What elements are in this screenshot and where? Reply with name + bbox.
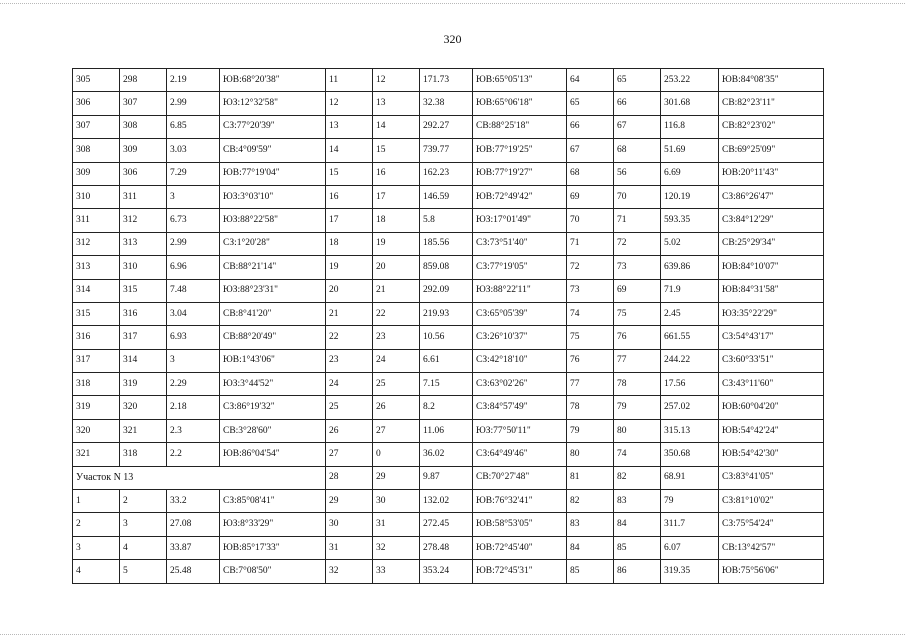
distance-cell: 2.2 — [167, 443, 220, 466]
bearing-cell: ЮВ:72°45'40" — [473, 536, 567, 559]
from-point-cell: 85 — [567, 560, 614, 583]
from-point-cell: 318 — [73, 373, 120, 396]
bearing-cell: СЗ:42°18'10" — [473, 349, 567, 372]
from-point-cell: 80 — [567, 443, 614, 466]
table-row — [73, 560, 824, 583]
distance-cell: 272.45 — [420, 513, 473, 536]
bearing-cell: СЗ:54°43'17" — [719, 326, 824, 349]
to-point-cell: 65 — [614, 69, 661, 92]
to-point-cell: 16 — [373, 162, 420, 185]
from-point-cell: 75 — [567, 326, 614, 349]
from-point-cell: 65 — [567, 92, 614, 115]
distance-cell: 253.22 — [661, 69, 719, 92]
distance-cell: 301.68 — [661, 92, 719, 115]
to-point-cell: 3 — [120, 513, 167, 536]
to-point-cell: 311 — [120, 185, 167, 208]
bearing-cell: ЮВ:65°05'13" — [473, 69, 567, 92]
distance-cell: 6.61 — [420, 349, 473, 372]
distance-cell: 219.93 — [420, 302, 473, 325]
distance-cell: 2.45 — [661, 302, 719, 325]
table-row — [73, 443, 824, 466]
distance-cell: 27.08 — [167, 513, 220, 536]
bearing-cell: ЮВ:84°08'35" — [719, 69, 824, 92]
bearing-cell: СВ:25°29'34" — [719, 232, 824, 255]
to-point-cell: 78 — [614, 373, 661, 396]
to-point-cell: 32 — [373, 536, 420, 559]
from-point-cell: 84 — [567, 536, 614, 559]
to-point-cell: 320 — [120, 396, 167, 419]
from-point-cell: 29 — [326, 490, 373, 513]
from-point-cell: 314 — [73, 279, 120, 302]
to-point-cell: 80 — [614, 419, 661, 442]
table-row — [73, 536, 824, 559]
to-point-cell: 33 — [373, 560, 420, 583]
from-point-cell: 307 — [73, 115, 120, 138]
distance-cell: 11.06 — [420, 419, 473, 442]
distance-cell: 278.48 — [420, 536, 473, 559]
to-point-cell: 308 — [120, 115, 167, 138]
from-point-cell: 14 — [326, 139, 373, 162]
bearing-cell: СВ:8°41'20" — [220, 302, 326, 325]
bearing-cell: СЗ:85°08'41" — [220, 490, 326, 513]
bearing-cell: ЮВ:84°31'58" — [719, 279, 824, 302]
bearing-cell: СВ:82°23'11" — [719, 92, 824, 115]
distance-cell: 10.56 — [420, 326, 473, 349]
bearing-cell: СВ:7°08'50" — [220, 560, 326, 583]
to-point-cell: 66 — [614, 92, 661, 115]
to-point-cell: 21 — [373, 279, 420, 302]
from-point-cell: 18 — [326, 232, 373, 255]
distance-cell: 319.35 — [661, 560, 719, 583]
from-point-cell: 22 — [326, 326, 373, 349]
to-point-cell: 5 — [120, 560, 167, 583]
distance-cell: 71.9 — [661, 279, 719, 302]
bearing-cell: СВ:4°09'59" — [220, 139, 326, 162]
bearing-cell: СВ:82°23'02" — [719, 115, 824, 138]
bearing-cell: ЮЗ:8°33'29" — [220, 513, 326, 536]
bearing-cell: СЗ:63°02'26" — [473, 373, 567, 396]
to-point-cell: 2 — [120, 490, 167, 513]
bearing-cell: ЮЗ:88°23'31" — [220, 279, 326, 302]
bearing-cell: СЗ:65°05'39" — [473, 302, 567, 325]
bearing-cell: ЮВ:84°10'07" — [719, 256, 824, 279]
to-point-cell: 15 — [373, 139, 420, 162]
distance-cell: 593.35 — [661, 209, 719, 232]
bearing-cell: СВ:70°27'48" — [473, 466, 567, 489]
to-point-cell: 315 — [120, 279, 167, 302]
to-point-cell: 72 — [614, 232, 661, 255]
distance-cell: 3 — [167, 185, 220, 208]
from-point-cell: 81 — [567, 466, 614, 489]
bearing-cell: ЮЗ:12°32'58" — [220, 92, 326, 115]
bearing-cell: ЮВ:86°04'54" — [220, 443, 326, 466]
to-point-cell: 77 — [614, 349, 661, 372]
from-point-cell: 1 — [73, 490, 120, 513]
distance-cell: 9.87 — [420, 466, 473, 489]
from-point-cell: 312 — [73, 232, 120, 255]
distance-cell: 5.02 — [661, 232, 719, 255]
bearing-cell: СЗ:86°19'32" — [220, 396, 326, 419]
to-point-cell: 24 — [373, 349, 420, 372]
bearing-cell: ЮЗ:17°01'49" — [473, 209, 567, 232]
to-point-cell: 68 — [614, 139, 661, 162]
from-point-cell: 78 — [567, 396, 614, 419]
from-point-cell: 30 — [326, 513, 373, 536]
table-row — [73, 396, 824, 419]
from-point-cell: 12 — [326, 92, 373, 115]
from-point-cell: 305 — [73, 69, 120, 92]
bearing-cell: ЮВ:60°04'20" — [719, 396, 824, 419]
distance-cell: 292.09 — [420, 279, 473, 302]
bearing-cell: ЮВ:85°17'33" — [220, 536, 326, 559]
to-point-cell: 18 — [373, 209, 420, 232]
distance-cell: 2.19 — [167, 69, 220, 92]
bearing-cell: СЗ:77°20'39" — [220, 115, 326, 138]
scan-bottom-edge — [0, 634, 905, 636]
distance-cell: 5.8 — [420, 209, 473, 232]
bearing-cell: ЮВ:72°49'42" — [473, 185, 567, 208]
distance-cell: 3.03 — [167, 139, 220, 162]
table-row — [73, 466, 824, 489]
from-point-cell: 308 — [73, 139, 120, 162]
from-point-cell: 67 — [567, 139, 614, 162]
from-point-cell: 309 — [73, 162, 120, 185]
from-point-cell: 20 — [326, 279, 373, 302]
from-point-cell: 26 — [326, 419, 373, 442]
distance-cell: 68.91 — [661, 466, 719, 489]
bearing-cell: СВ:88°21'14" — [220, 256, 326, 279]
to-point-cell: 13 — [373, 92, 420, 115]
to-point-cell: 31 — [373, 513, 420, 536]
to-point-cell: 23 — [373, 326, 420, 349]
bearing-cell: СВ:69°25'09" — [719, 139, 824, 162]
distance-cell: 33.2 — [167, 490, 220, 513]
bearing-cell: ЮВ:75°56'06" — [719, 560, 824, 583]
to-point-cell: 86 — [614, 560, 661, 583]
distance-cell: 257.02 — [661, 396, 719, 419]
distance-cell: 739.77 — [420, 139, 473, 162]
to-point-cell: 75 — [614, 302, 661, 325]
to-point-cell: 312 — [120, 209, 167, 232]
to-point-cell: 25 — [373, 373, 420, 396]
table-row — [73, 92, 824, 115]
distance-cell: 8.2 — [420, 396, 473, 419]
bearing-cell: СВ:3°28'60" — [220, 419, 326, 442]
bearing-cell: СЗ:81°10'02" — [719, 490, 824, 513]
bearing-cell: ЮВ:76°32'41" — [473, 490, 567, 513]
from-point-cell: 313 — [73, 256, 120, 279]
to-point-cell: 317 — [120, 326, 167, 349]
table-row — [73, 162, 824, 185]
bearing-cell: ЮВ:77°19'04" — [220, 162, 326, 185]
from-point-cell: 31 — [326, 536, 373, 559]
distance-cell: 146.59 — [420, 185, 473, 208]
to-point-cell: 17 — [373, 185, 420, 208]
bearing-cell: СВ:88°25'18" — [473, 115, 567, 138]
bearing-cell: ЮВ:20°11'43" — [719, 162, 824, 185]
bearing-cell: СВ:88°20'49" — [220, 326, 326, 349]
distance-cell: 2.3 — [167, 419, 220, 442]
to-point-cell: 84 — [614, 513, 661, 536]
to-point-cell: 20 — [373, 256, 420, 279]
to-point-cell: 83 — [614, 490, 661, 513]
table-row — [73, 139, 824, 162]
table-row — [73, 185, 824, 208]
from-point-cell: 79 — [567, 419, 614, 442]
to-point-cell: 70 — [614, 185, 661, 208]
distance-cell: 162.23 — [420, 162, 473, 185]
bearing-cell: ЮЗ:3°44'52" — [220, 373, 326, 396]
bearing-cell: ЮЗ:77°50'11" — [473, 419, 567, 442]
from-point-cell: 71 — [567, 232, 614, 255]
from-point-cell: 4 — [73, 560, 120, 583]
table-row — [73, 115, 824, 138]
scan-top-edge — [0, 3, 905, 5]
from-point-cell: 28 — [326, 466, 373, 489]
from-point-cell: 316 — [73, 326, 120, 349]
from-point-cell: 306 — [73, 92, 120, 115]
from-point-cell: 310 — [73, 185, 120, 208]
section-title: Участок N 13 — [73, 466, 326, 489]
from-point-cell: 77 — [567, 373, 614, 396]
distance-cell: 17.56 — [661, 373, 719, 396]
bearing-cell: ЮВ:54°42'24" — [719, 419, 824, 442]
bearing-cell: ЮЗ:3°03'10" — [220, 185, 326, 208]
to-point-cell: 316 — [120, 302, 167, 325]
to-point-cell: 310 — [120, 256, 167, 279]
bearing-cell: СЗ:86°26'47" — [719, 185, 824, 208]
from-point-cell: 11 — [326, 69, 373, 92]
from-point-cell: 2 — [73, 513, 120, 536]
to-point-cell: 74 — [614, 443, 661, 466]
to-point-cell: 319 — [120, 373, 167, 396]
distance-cell: 639.86 — [661, 256, 719, 279]
distance-cell: 2.18 — [167, 396, 220, 419]
bearing-cell: ЮЗ:35°22'29" — [719, 302, 824, 325]
from-point-cell: 21 — [326, 302, 373, 325]
to-point-cell: 298 — [120, 69, 167, 92]
distance-cell: 36.02 — [420, 443, 473, 466]
to-point-cell: 4 — [120, 536, 167, 559]
to-point-cell: 67 — [614, 115, 661, 138]
to-point-cell: 26 — [373, 396, 420, 419]
distance-cell: 2.99 — [167, 92, 220, 115]
table-row — [73, 69, 824, 92]
distance-cell: 7.48 — [167, 279, 220, 302]
page-number: 320 — [443, 32, 462, 46]
table-row — [73, 419, 824, 442]
from-point-cell: 64 — [567, 69, 614, 92]
to-point-cell: 19 — [373, 232, 420, 255]
to-point-cell: 56 — [614, 162, 661, 185]
from-point-cell: 319 — [73, 396, 120, 419]
distance-cell: 185.56 — [420, 232, 473, 255]
bearing-cell: СЗ:64°49'46" — [473, 443, 567, 466]
from-point-cell: 16 — [326, 185, 373, 208]
bearing-cell: СЗ:84°57'49" — [473, 396, 567, 419]
distance-cell: 116.8 — [661, 115, 719, 138]
from-point-cell: 72 — [567, 256, 614, 279]
from-point-cell: 27 — [326, 443, 373, 466]
to-point-cell: 76 — [614, 326, 661, 349]
distance-cell: 315.13 — [661, 419, 719, 442]
distance-cell: 292.27 — [420, 115, 473, 138]
to-point-cell: 307 — [120, 92, 167, 115]
from-point-cell: 17 — [326, 209, 373, 232]
bearing-cell: СВ:13°42'57" — [719, 536, 824, 559]
distance-cell: 350.68 — [661, 443, 719, 466]
distance-cell: 2.99 — [167, 232, 220, 255]
from-point-cell: 24 — [326, 373, 373, 396]
from-point-cell: 23 — [326, 349, 373, 372]
to-point-cell: 29 — [373, 466, 420, 489]
from-point-cell: 311 — [73, 209, 120, 232]
distance-cell: 7.29 — [167, 162, 220, 185]
from-point-cell: 32 — [326, 560, 373, 583]
distance-cell: 661.55 — [661, 326, 719, 349]
bearing-cell: СЗ:84°12'29" — [719, 209, 824, 232]
distance-cell: 353.24 — [420, 560, 473, 583]
bearing-cell: СЗ:1°20'28" — [220, 232, 326, 255]
bearing-cell: СЗ:83°41'05" — [719, 466, 824, 489]
to-point-cell: 309 — [120, 139, 167, 162]
from-point-cell: 66 — [567, 115, 614, 138]
to-point-cell: 318 — [120, 443, 167, 466]
distance-cell: 6.69 — [661, 162, 719, 185]
distance-cell: 6.73 — [167, 209, 220, 232]
from-point-cell: 320 — [73, 419, 120, 442]
to-point-cell: 0 — [373, 443, 420, 466]
to-point-cell: 79 — [614, 396, 661, 419]
bearing-cell: СЗ:77°19'05" — [473, 256, 567, 279]
from-point-cell: 83 — [567, 513, 614, 536]
bearing-cell: СЗ:43°11'60" — [719, 373, 824, 396]
from-point-cell: 15 — [326, 162, 373, 185]
table-row — [73, 302, 824, 325]
distance-cell: 171.73 — [420, 69, 473, 92]
distance-cell: 3 — [167, 349, 220, 372]
bearing-cell: ЮВ:1°43'06" — [220, 349, 326, 372]
table-row — [73, 490, 824, 513]
table-row — [73, 209, 824, 232]
distance-cell: 859.08 — [420, 256, 473, 279]
from-point-cell: 82 — [567, 490, 614, 513]
to-point-cell: 27 — [373, 419, 420, 442]
bearing-cell: ЮВ:72°45'31" — [473, 560, 567, 583]
distance-cell: 6.07 — [661, 536, 719, 559]
from-point-cell: 19 — [326, 256, 373, 279]
distance-cell: 7.15 — [420, 373, 473, 396]
from-point-cell: 69 — [567, 185, 614, 208]
from-point-cell: 321 — [73, 443, 120, 466]
distance-cell: 51.69 — [661, 139, 719, 162]
bearing-cell: ЮВ:77°19'25" — [473, 139, 567, 162]
to-point-cell: 71 — [614, 209, 661, 232]
to-point-cell: 69 — [614, 279, 661, 302]
table-row — [73, 279, 824, 302]
bearing-cell: СЗ:26°10'37" — [473, 326, 567, 349]
distance-cell: 132.02 — [420, 490, 473, 513]
distance-cell: 79 — [661, 490, 719, 513]
table-row — [73, 513, 824, 536]
to-point-cell: 321 — [120, 419, 167, 442]
to-point-cell: 313 — [120, 232, 167, 255]
bearing-cell: СЗ:73°51'40" — [473, 232, 567, 255]
to-point-cell: 30 — [373, 490, 420, 513]
distance-cell: 311.7 — [661, 513, 719, 536]
to-point-cell: 14 — [373, 115, 420, 138]
from-point-cell: 13 — [326, 115, 373, 138]
distance-cell: 6.93 — [167, 326, 220, 349]
distance-cell: 25.48 — [167, 560, 220, 583]
to-point-cell: 12 — [373, 69, 420, 92]
bearing-cell: ЮВ:58°53'05" — [473, 513, 567, 536]
bearing-cell: ЮВ:77°19'27" — [473, 162, 567, 185]
table-row — [73, 256, 824, 279]
from-point-cell: 25 — [326, 396, 373, 419]
bearing-cell: ЮЗ:88°22'11" — [473, 279, 567, 302]
bearing-cell: СЗ:75°54'24" — [719, 513, 824, 536]
table-row — [73, 326, 824, 349]
from-point-cell: 76 — [567, 349, 614, 372]
bearing-cell: ЮЗ:88°22'58" — [220, 209, 326, 232]
distance-cell: 244.22 — [661, 349, 719, 372]
to-point-cell: 22 — [373, 302, 420, 325]
distance-cell: 6.96 — [167, 256, 220, 279]
table-row — [73, 232, 824, 255]
table-row — [73, 349, 824, 372]
from-point-cell: 68 — [567, 162, 614, 185]
to-point-cell: 73 — [614, 256, 661, 279]
from-point-cell: 315 — [73, 302, 120, 325]
from-point-cell: 70 — [567, 209, 614, 232]
bearing-cell: ЮВ:68°20'38" — [220, 69, 326, 92]
from-point-cell: 73 — [567, 279, 614, 302]
distance-cell: 3.04 — [167, 302, 220, 325]
from-point-cell: 3 — [73, 536, 120, 559]
bearing-cell: ЮВ:65°06'18" — [473, 92, 567, 115]
bearing-cell: ЮВ:54°42'30" — [719, 443, 824, 466]
distance-cell: 32.38 — [420, 92, 473, 115]
distance-cell: 2.29 — [167, 373, 220, 396]
to-point-cell: 314 — [120, 349, 167, 372]
distance-cell: 6.85 — [167, 115, 220, 138]
distance-cell: 33.87 — [167, 536, 220, 559]
to-point-cell: 82 — [614, 466, 661, 489]
survey-coordinates-table — [72, 68, 824, 584]
to-point-cell: 306 — [120, 162, 167, 185]
to-point-cell: 85 — [614, 536, 661, 559]
from-point-cell: 74 — [567, 302, 614, 325]
from-point-cell: 317 — [73, 349, 120, 372]
table-row — [73, 373, 824, 396]
distance-cell: 120.19 — [661, 185, 719, 208]
bearing-cell: СЗ:60°33'51" — [719, 349, 824, 372]
